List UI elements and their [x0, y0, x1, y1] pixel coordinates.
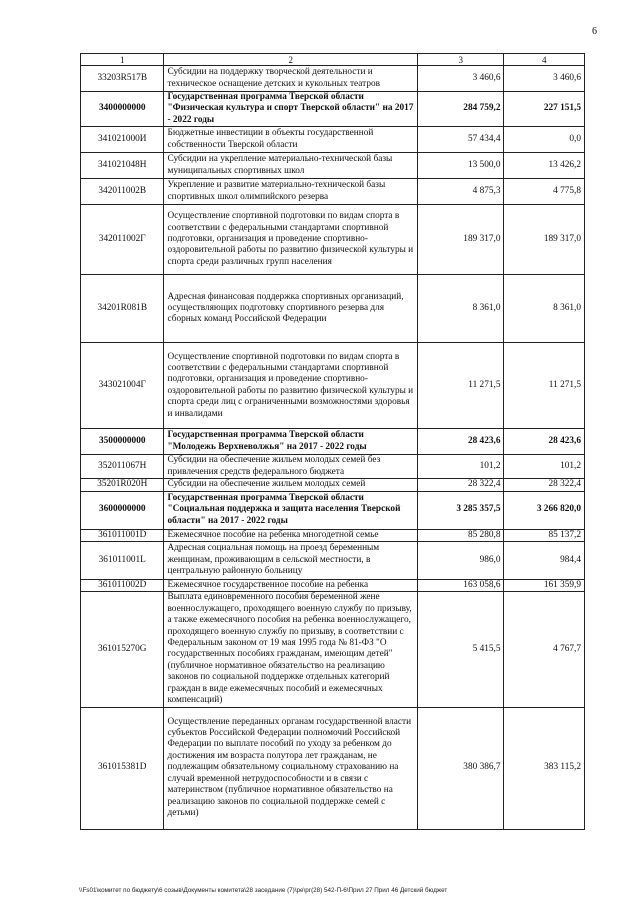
row-code: 361011001L — [81, 542, 164, 580]
row-code: 35201R020H — [81, 479, 164, 491]
table-row — [81, 592, 585, 707]
row-amount-2021: 11 271,5 — [504, 343, 585, 429]
row-amount-2021: 4 775,8 — [504, 179, 585, 205]
row-amount-2020: 4 875,3 — [417, 179, 504, 205]
table-row — [81, 491, 585, 529]
row-description: Государственная программа Тверской области "Социальная поддержка и защита населения Тверской области" на 2017 - 2022 годы — [164, 491, 418, 529]
row-amount-2021: 4 767,7 — [504, 592, 585, 707]
row-description: Субсидии на поддержку творческой деятельности и техническое оснащение детских и кукольных театров — [164, 66, 418, 92]
row-amount-2020: 189 317,0 — [417, 205, 504, 275]
table-row — [81, 343, 585, 429]
table-row — [81, 429, 585, 455]
column-header-3: 3 — [417, 54, 504, 66]
row-amount-2020: 85 280,8 — [417, 529, 504, 541]
table-row — [81, 179, 585, 205]
row-amount-2020: 57 434,4 — [417, 127, 504, 153]
row-amount-2021: 3 460,6 — [504, 66, 585, 92]
row-amount-2021: 161 359,9 — [504, 580, 585, 592]
table-row — [81, 66, 585, 92]
row-amount-2021: 0,0 — [504, 127, 585, 153]
row-amount-2020: 284 759,2 — [417, 92, 504, 127]
row-description: Осуществление спортивной подготовки по видам спорта в соответствии с федеральными стандартами спортивной подготовки, организация и проведение спортивно-оздоровительной работы по развитию физической культуры и спорта среди лиц с ограниченными возможностями здоровья и инвалидами — [164, 343, 418, 429]
row-amount-2020: 5 415,5 — [417, 592, 504, 707]
row-amount-2021: 189 317,0 — [504, 205, 585, 275]
row-amount-2020: 13 500,0 — [417, 153, 504, 179]
budget-table-body — [81, 54, 585, 830]
row-amount-2021: 28 423,6 — [504, 429, 585, 455]
row-code: 361015381D — [81, 707, 164, 829]
row-amount-2021: 13 426,2 — [504, 153, 585, 179]
table-header-row — [81, 54, 585, 66]
row-code: 361011002D — [81, 580, 164, 592]
budget-table — [80, 53, 585, 830]
row-description: Ежемесячное пособие на ребенка многодетной семье — [164, 529, 418, 541]
row-amount-2020: 8 361,0 — [417, 275, 504, 343]
row-amount-2020: 163 058,6 — [417, 580, 504, 592]
row-description: Государственная программа Тверской области "Физическая культура и спорт Тверской области" на 2017 - 2022 годы — [164, 92, 418, 127]
column-header-1: 1 — [81, 54, 164, 66]
row-amount-2020: 101,2 — [417, 455, 504, 479]
row-code: 3500000000 — [81, 429, 164, 455]
row-description: Государственная программа Тверской области "Молодежь Верхневолжья" на 2017 - 2022 годы — [164, 429, 418, 455]
row-amount-2021: 3 266 820,0 — [504, 491, 585, 529]
row-code: 3400000000 — [81, 92, 164, 127]
row-amount-2020: 28 322,4 — [417, 479, 504, 491]
row-code: 341021000И — [81, 127, 164, 153]
row-code: 342011002B — [81, 179, 164, 205]
row-amount-2021: 227 151,5 — [504, 92, 585, 127]
row-code: 361011001D — [81, 529, 164, 541]
row-amount-2020: 11 271,5 — [417, 343, 504, 429]
table-row — [81, 205, 585, 275]
row-code: 34201R081B — [81, 275, 164, 343]
row-description: Осуществление переданных органам государственной власти субъектов Российской Федерации полномочий Российской Федерации по выплате пособий по уходу за ребенком до достижения им возраста полутора лет гражданам, не подлежащим обязательному социальному страхованию на случай временной нетрудоспособности и в связи с материнством (публичное нормативное обязательство на реализацию законов по социальной поддержке семей с детьми) — [164, 707, 418, 829]
footer-file-path: \\Fs01\комитет по бюджету\6 созыв\Документы комитета\28 заседание (7)\ре\рг(28) 542-П-6\Прил 27 Прил 46 Детский бюджет — [79, 887, 448, 894]
row-description: Ежемесячное государственное пособие на ребенка — [164, 580, 418, 592]
column-header-2: 2 — [164, 54, 418, 66]
row-amount-2021: 85 137,2 — [504, 529, 585, 541]
row-description: Субсидии на обеспечение жильем молодых семей — [164, 479, 418, 491]
row-amount-2021: 383 115,2 — [504, 707, 585, 829]
table-row — [81, 275, 585, 343]
row-code: 352011067H — [81, 455, 164, 479]
row-code: 341021048H — [81, 153, 164, 179]
row-amount-2021: 101,2 — [504, 455, 585, 479]
row-code: 343021004Г — [81, 343, 164, 429]
row-description: Адресная социальная помощь на проезд беременным женщинам, проживающим в сельской местности, в центральную районную больницу — [164, 542, 418, 580]
row-amount-2021: 28 322,4 — [504, 479, 585, 491]
row-description: Осуществление спортивной подготовки по видам спорта в соответствии с федеральными стандартами спортивной подготовки, организация и проведение спортивно-оздоровительной работы по развитию физической культуры и спорта среди различных групп населения — [164, 205, 418, 275]
row-code: 33203R517B — [81, 66, 164, 92]
table-row — [81, 529, 585, 541]
row-description: Субсидии на обеспечение жильем молодых семей без привлечения средств федерального бюджета — [164, 455, 418, 479]
row-code: 361015270G — [81, 592, 164, 707]
row-description: Субсидии на укрепление материально-технической базы муниципальных спортивных школ — [164, 153, 418, 179]
table-row — [81, 455, 585, 479]
row-amount-2020: 380 386,7 — [417, 707, 504, 829]
table-row — [81, 707, 585, 829]
row-amount-2020: 3 460,6 — [417, 66, 504, 92]
row-description: Выплата единовременного пособия беременной жене военнослужащего, проходящего военную службу по призыву, а также ежемесячного пособия на ребенка военнослужащего, проходящего военную службу по призыву, в соответствии с Федеральным законом от 19 мая 1995 года № 81-ФЗ "О государственных пособиях гражданам, имеющим детей" (публичное нормативное обязательство на реализацию законов по социальной поддержке отдельных категорий граждан в виде ежемесячных пособий и ежемесячных компенсаций) — [164, 592, 418, 707]
row-amount-2021: 8 361,0 — [504, 275, 585, 343]
row-amount-2020: 986,0 — [417, 542, 504, 580]
row-code: 3600000000 — [81, 491, 164, 529]
table-row — [81, 542, 585, 580]
row-amount-2021: 984,4 — [504, 542, 585, 580]
row-description: Адресная финансовая поддержка спортивных организаций, осуществляющих подготовку спортивного резерва для сборных команд Российской Федерации — [164, 275, 418, 343]
table-row — [81, 479, 585, 491]
table-row — [81, 127, 585, 153]
table-row — [81, 580, 585, 592]
row-amount-2020: 28 423,6 — [417, 429, 504, 455]
row-description: Укрепление и развитие материально-технической базы спортивных школ олимпийского резерва — [164, 179, 418, 205]
column-header-4: 4 — [504, 54, 585, 66]
page-number: 6 — [592, 26, 597, 37]
table-row — [81, 92, 585, 127]
table-row — [81, 153, 585, 179]
row-amount-2020: 3 285 357,5 — [417, 491, 504, 529]
row-description: Бюджетные инвестиции в объекты государственной собственности Тверской области — [164, 127, 418, 153]
row-code: 342011002Г — [81, 205, 164, 275]
